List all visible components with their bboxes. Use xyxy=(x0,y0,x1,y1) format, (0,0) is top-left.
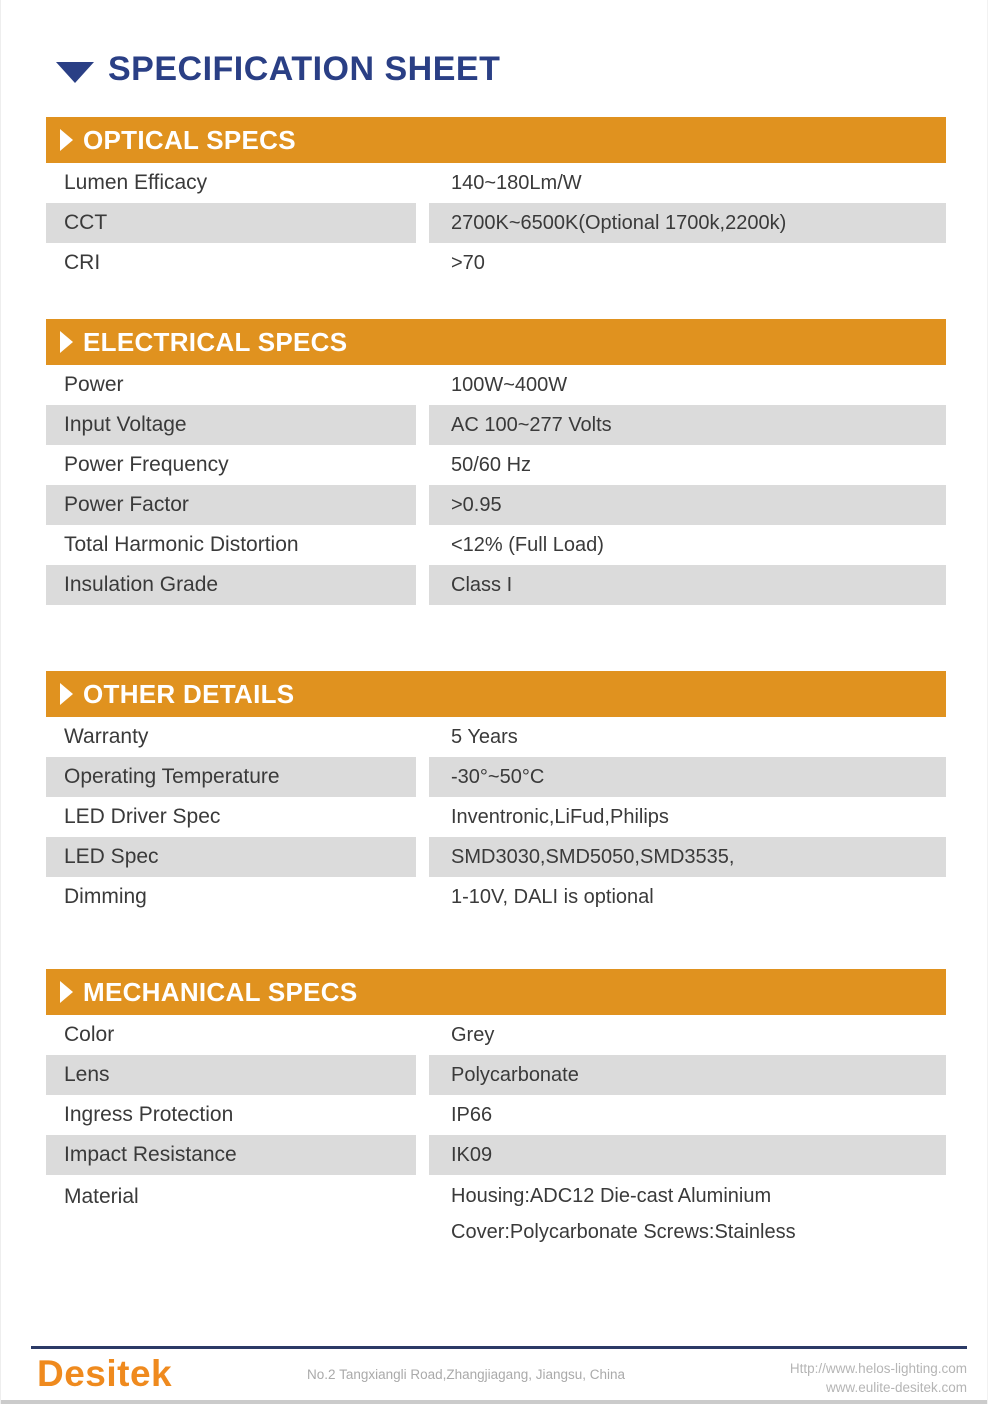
table-row xyxy=(46,1135,946,1175)
spec-label: Power xyxy=(64,373,124,396)
spec-value: IK09 xyxy=(429,1135,946,1175)
spec-label: LED Spec xyxy=(46,837,416,877)
section-header xyxy=(46,671,946,717)
spec-value: 50/60 Hz xyxy=(451,453,532,476)
spec-label: Operating Temperature xyxy=(46,757,416,797)
footer xyxy=(31,1346,967,1397)
spec-value: AC 100~277 Volts xyxy=(429,405,946,445)
section-title: ELECTRICAL SPECS xyxy=(83,326,348,357)
column-gap xyxy=(416,485,429,525)
spec-value: -30°~50°C xyxy=(429,757,946,797)
column-gap xyxy=(416,445,429,485)
triangle-right-icon xyxy=(60,981,73,1003)
spec-value: 1-10V, DALI is optional xyxy=(451,885,654,908)
spec-value: >70 xyxy=(451,251,485,274)
page-title: SPECIFICATION SHEET xyxy=(108,50,501,88)
spec-label: Color xyxy=(64,1023,115,1046)
table-row xyxy=(46,243,946,283)
spec-label: Impact Resistance xyxy=(46,1135,416,1175)
footer-url-secondary[interactable]: www.eulite-desitek.com xyxy=(825,1380,967,1395)
section-title: MECHANICAL SPECS xyxy=(83,976,358,1007)
footer-url-primary[interactable]: Http://www.helos-lighting.com xyxy=(789,1361,967,1376)
spec-value: 5 Years xyxy=(451,725,518,748)
spec-value: Inventronic,LiFud,Philips xyxy=(451,805,669,828)
table-row xyxy=(46,163,946,203)
table-row xyxy=(46,203,946,243)
spec-value: Class I xyxy=(429,565,946,605)
section-header xyxy=(46,319,946,365)
spec-label: Lens xyxy=(46,1055,416,1095)
column-gap xyxy=(416,243,429,283)
column-gap xyxy=(416,365,429,405)
column-gap xyxy=(416,1135,429,1175)
spec-value: 2700K~6500K(Optional 1700k,2200k) xyxy=(429,203,946,243)
spec-label: Ingress Protection xyxy=(64,1103,234,1126)
table-row xyxy=(46,797,946,837)
triangle-down-icon xyxy=(56,62,94,83)
spec-label: Material xyxy=(64,1185,139,1208)
column-gap xyxy=(416,525,429,565)
table-row xyxy=(46,1175,946,1253)
spec-label: Power Factor xyxy=(46,485,416,525)
section-title: OTHER DETAILS xyxy=(83,678,295,709)
column-gap xyxy=(416,797,429,837)
spec-label: Total Harmonic Distortion xyxy=(64,533,299,556)
section-title: OPTICAL SPECS xyxy=(83,124,296,155)
table-row xyxy=(46,837,946,877)
spec-label: CRI xyxy=(64,251,101,274)
table-row xyxy=(46,717,946,757)
spec-label: CCT xyxy=(46,203,416,243)
table-row xyxy=(46,485,946,525)
spec-value: IP66 xyxy=(451,1103,493,1126)
spec-value-line-2: Cover:Polycarbonate Screws:Stainless xyxy=(451,1221,796,1243)
column-gap xyxy=(416,837,429,877)
spec-label: Input Voltage xyxy=(46,405,416,445)
column-gap xyxy=(416,565,429,605)
section-rows xyxy=(46,717,946,917)
spec-value-line-1: Housing:ADC12 Die-cast Aluminium xyxy=(451,1185,772,1207)
column-gap xyxy=(416,717,429,757)
column-gap xyxy=(416,1015,429,1055)
section-optical-specs xyxy=(46,117,946,283)
table-row xyxy=(46,565,946,605)
table-row xyxy=(46,1055,946,1095)
section-other-details xyxy=(46,671,946,917)
spec-label: Power Frequency xyxy=(64,453,229,476)
table-row xyxy=(46,877,946,917)
spec-label: Warranty xyxy=(64,725,149,748)
table-row xyxy=(46,445,946,485)
spec-value xyxy=(429,1175,946,1253)
spec-label: Dimming xyxy=(64,885,147,908)
section-header xyxy=(46,117,946,163)
spec-value: Polycarbonate xyxy=(429,1055,946,1095)
table-row xyxy=(46,365,946,405)
triangle-right-icon xyxy=(60,683,73,705)
table-row xyxy=(46,1015,946,1055)
page-bottom-border xyxy=(1,1400,987,1404)
spec-value: >0.95 xyxy=(429,485,946,525)
table-row xyxy=(46,1095,946,1135)
column-gap xyxy=(416,1055,429,1095)
table-row xyxy=(46,757,946,797)
brand-logo: Desitek xyxy=(37,1353,173,1394)
footer-urls xyxy=(790,1353,967,1397)
column-gap xyxy=(416,757,429,797)
column-gap xyxy=(416,877,429,917)
spec-value: 140~180Lm/W xyxy=(451,171,582,194)
triangle-right-icon xyxy=(60,129,73,151)
spec-label: Insulation Grade xyxy=(46,565,416,605)
spec-value: <12% (Full Load) xyxy=(451,533,604,556)
section-header xyxy=(46,969,946,1015)
column-gap xyxy=(416,1095,429,1135)
section-rows xyxy=(46,365,946,605)
spec-value: 100W~400W xyxy=(451,373,568,396)
spec-label: Lumen Efficacy xyxy=(64,171,208,194)
doc-title-row xyxy=(1,0,987,89)
section-mechanical-specs xyxy=(46,969,946,1253)
table-row xyxy=(46,525,946,565)
column-gap xyxy=(416,163,429,203)
table-row xyxy=(46,405,946,445)
spec-label: LED Driver Spec xyxy=(64,805,221,828)
column-gap xyxy=(416,203,429,243)
triangle-right-icon xyxy=(60,331,73,353)
spec-value: SMD3030,SMD5050,SMD3535, xyxy=(429,837,946,877)
spec-value: Grey xyxy=(451,1023,495,1046)
section-electrical-specs xyxy=(46,319,946,605)
footer-address: No.2 Tangxiangli Road,Zhangjiagang, Jiangsu, China xyxy=(307,1367,626,1382)
column-gap xyxy=(416,1175,429,1253)
section-rows xyxy=(46,163,946,283)
section-rows xyxy=(46,1015,946,1253)
column-gap xyxy=(416,405,429,445)
